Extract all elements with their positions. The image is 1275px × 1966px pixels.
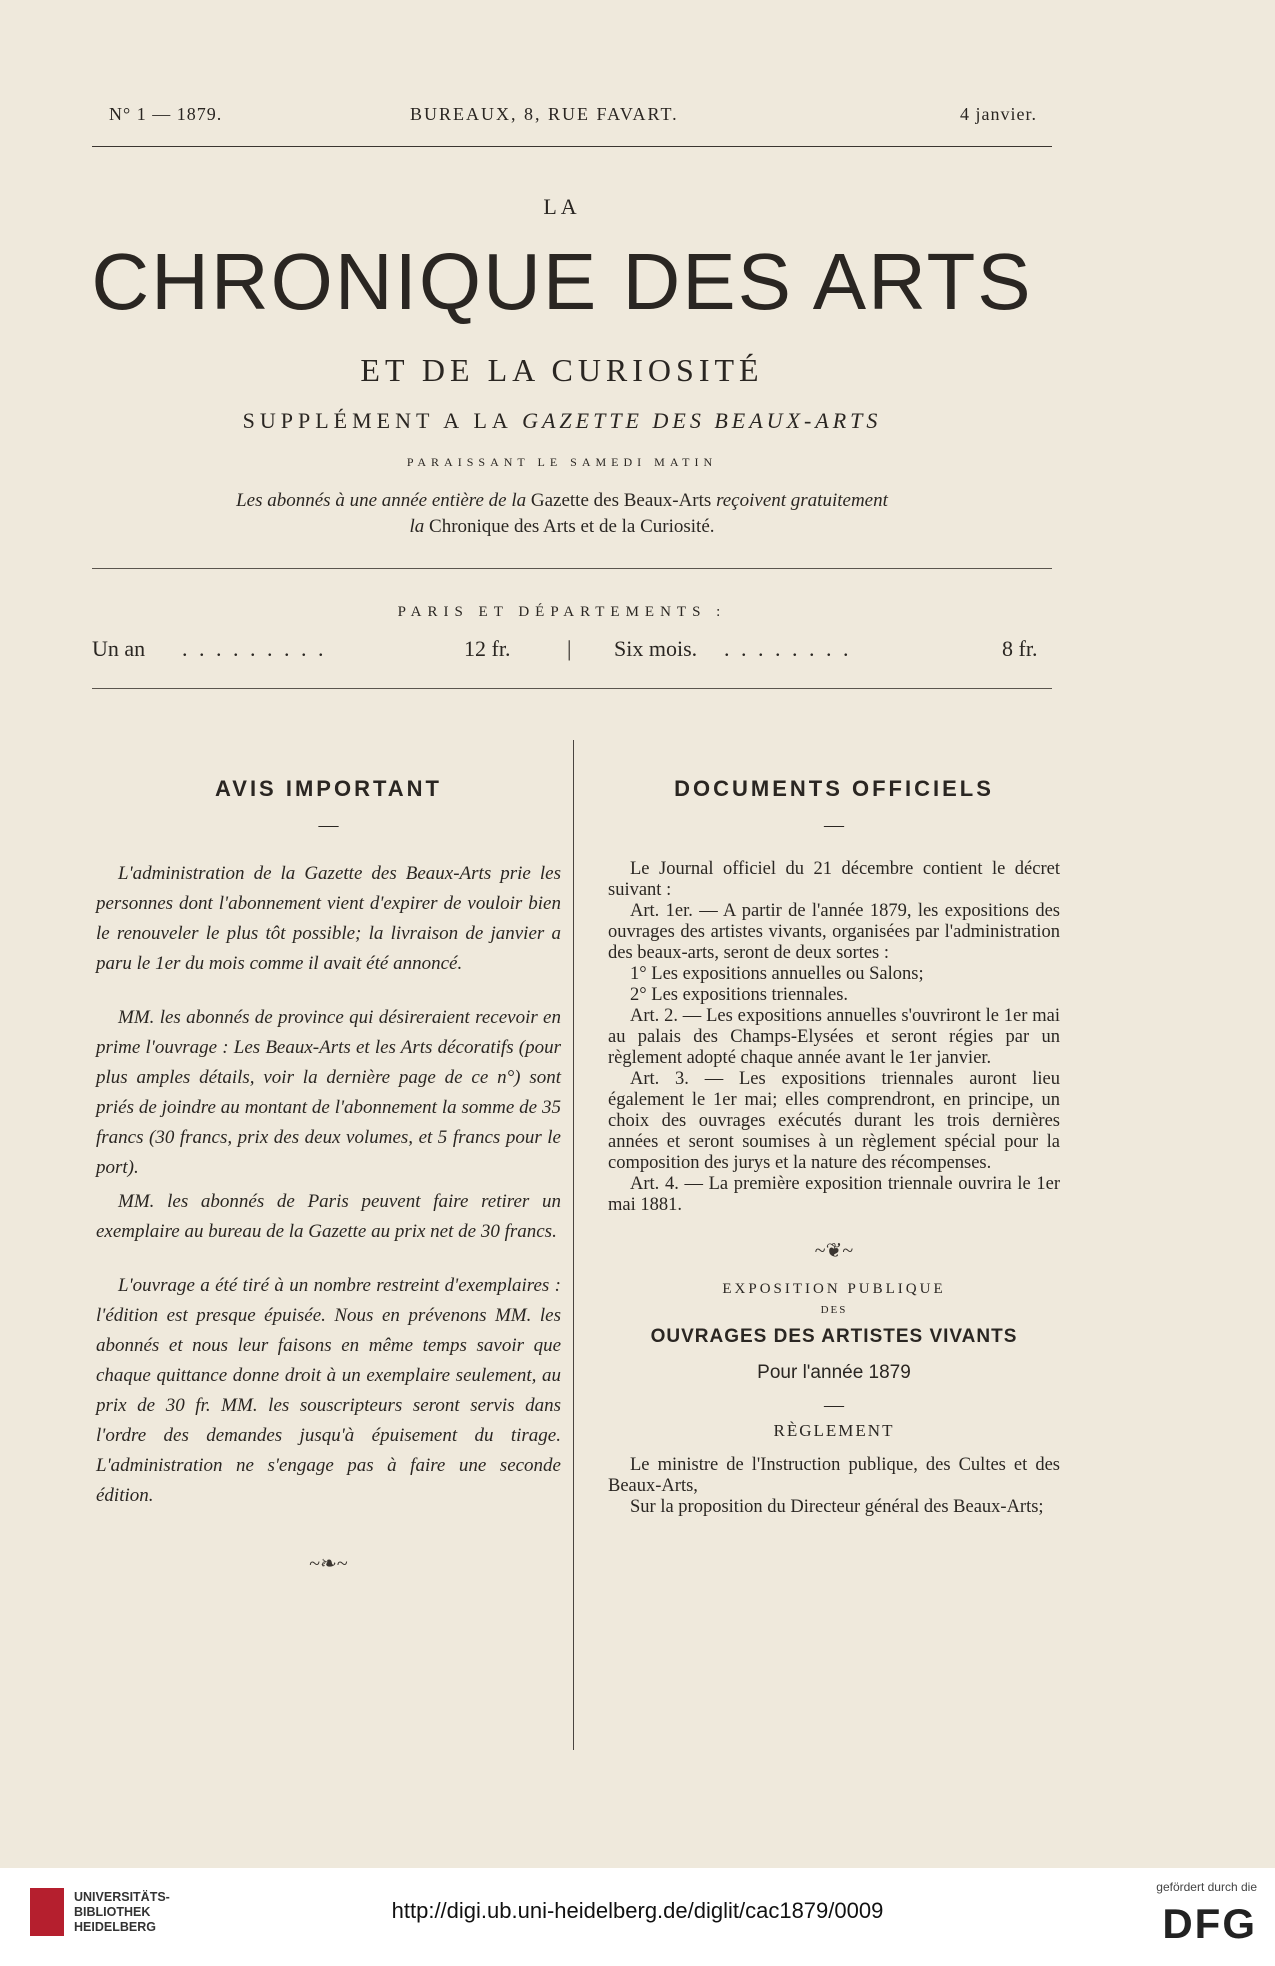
avis-paragraph: L'ouvrage a été tiré à un nombre restreint d'exemplaires : l'édition est presque épuisée. Nous en prévenons MM. les abonnés et nous leur faisons en même temps savoir que chaque quittance donne droit à un exemplaire seulement, au prix de 30 fr. MM. les souscripteurs seront servis dans l'ordre des demandes jusqu'à épuisement du tirage. L'administration ne s'engage pas à faire une seconde édition. <box>96 1275 561 1506</box>
supplement-prefix: SUPPLÉMENT A LA <box>242 408 512 433</box>
avis-ornament: ~❧~ <box>309 1553 348 1575</box>
note-text: Chronique des Arts et de la Curiosité. <box>429 516 715 537</box>
one-year-dots: . . . . . . . . . <box>182 636 327 661</box>
documents-paragraph: Art. 1er. — A partir de l'année 1879, les expositions des ouvrages des artistes vivants, organisées par l'administration des beaux-arts, seront de deux sortes : <box>608 901 1060 963</box>
avis-paragraph: MM. les abonnés de Paris peuvent faire retirer un exemplaire au bureau de la Gazette au prix net de 30 francs. <box>96 1191 561 1242</box>
documents-paragraph: Art. 4. — La première exposition triennale ouvrira le 1er mai 1881. <box>608 1174 1060 1215</box>
issue-date: 4 janvier. <box>960 104 1037 124</box>
six-months-dots: . . . . . . . . <box>724 636 852 661</box>
note-text: la <box>409 516 425 537</box>
note-text: Gazette des Beaux-Arts <box>530 490 712 511</box>
price-separator: | <box>567 636 572 661</box>
reglement-dash: — <box>824 1394 844 1416</box>
reglement-paragraph: Sur la proposition du Directeur général des Beaux-Arts; <box>630 1497 1044 1517</box>
documents-column <box>608 776 1060 1518</box>
note-text: Les abonnés à une année entière de la <box>236 490 527 511</box>
avis-paragraph: L'administration de la Gazette des Beaux-Arts prie les personnes dont l'abonnement vient d'expirer de vouloir bien le renouveler le plus tôt possible; la livraison de janvier a paru le 1er du mois comme il avait été annoncé. <box>96 863 561 974</box>
column-divider <box>573 740 574 1750</box>
exposition-heading: EXPOSITION PUBLIQUE <box>722 1281 946 1297</box>
subscriber-note <box>0 488 1124 540</box>
masthead-subtitle: ET DE LA CURIOSITÉ <box>360 352 764 388</box>
supplement-journal: GAZETTE DES BEAUX-ARTS <box>522 408 882 433</box>
subscription-rule <box>92 688 1052 689</box>
avis-dash: — <box>318 814 339 836</box>
masthead-la: LA <box>543 194 581 219</box>
funded-by-label: gefördert durch die <box>1156 1880 1257 1894</box>
six-months-label: Six mois. <box>614 636 698 661</box>
note-text: reçoivent gratuitement <box>716 490 888 511</box>
avis-column <box>96 776 561 1576</box>
paraissant-line: PARAISSANT LE SAMEDI MATIN <box>406 455 718 469</box>
subscription-heading: PARIS ET DÉPARTEMENTS : <box>397 604 727 620</box>
documents-dash: — <box>824 814 844 836</box>
reglement-heading: RÈGLEMENT <box>773 1421 895 1440</box>
des-heading: DES <box>820 1304 848 1316</box>
avis-paragraph: MM. les abonnés de province qui désireraient recevoir en prime l'ouvrage : Les Beaux-Arts et les Arts décoratifs (pour plus amples détails, voir la dernière page de ce n°) sont priés de joindre au montant de l'abonnement la somme de 35 francs (30 francs, prix des deux volumes, et 5 francs pour le port). <box>96 1007 561 1178</box>
permalink-url[interactable]: http://digi.ub.uni-heidelberg.de/diglit/cac1879/0009 <box>391 1898 884 1923</box>
masthead-rule <box>92 568 1052 569</box>
bureaux-address: BUREAUX, 8, RUE FAVART. <box>410 104 679 124</box>
documents-paragraph: 2° Les expositions triennales. <box>630 985 849 1005</box>
documents-ornament: ~❦~ <box>814 1240 854 1262</box>
reglement-paragraph: Le ministre de l'Instruction publique, des Cultes et des Beaux-Arts, <box>608 1455 1060 1496</box>
supplement-line <box>0 408 1124 434</box>
dfg-logo: DFG <box>1162 1900 1257 1947</box>
documents-paragraph: Art. 3. — Les expositions triennales auront lieu également le 1er mai; elles comprendront, en principe, un choix des ouvrages exécutés durant les trois dernières années et seront soumises à un règlement spécial pour la composition des jurys et la nature des récompenses. <box>608 1069 1060 1173</box>
one-year-label: Un an <box>92 636 146 661</box>
digitization-footer <box>0 1868 1275 1966</box>
documents-title: DOCUMENTS OFFICIELS <box>674 776 994 801</box>
documents-paragraph: Art. 2. — Les expositions annuelles s'ouvriront le 1er mai au palais des Champs-Elysées et seront régies par un règlement adopté chaque année avant le 1er janvier. <box>608 1006 1060 1068</box>
library-name: UNIVERSITÄTS- BIBLIOTHEK HEIDELBERG <box>74 1890 170 1934</box>
documents-paragraph: Le Journal officiel du 21 décembre contient le décret suivant : <box>608 859 1060 900</box>
header-rule <box>92 146 1052 147</box>
issue-number: N° 1 — 1879. <box>109 104 223 124</box>
one-year-price: 12 fr. <box>464 636 511 661</box>
masthead-title: CHRONIQUE DES ARTS <box>91 237 1033 326</box>
ouvrages-heading: OUVRAGES DES ARTISTES VIVANTS <box>650 1326 1018 1347</box>
documents-paragraph: 1° Les expositions annuelles ou Salons; <box>630 964 924 984</box>
avis-title: AVIS IMPORTANT <box>215 776 442 801</box>
six-months-price: 8 fr. <box>1002 636 1038 661</box>
annee-heading: Pour l'année 1879 <box>757 1362 911 1383</box>
